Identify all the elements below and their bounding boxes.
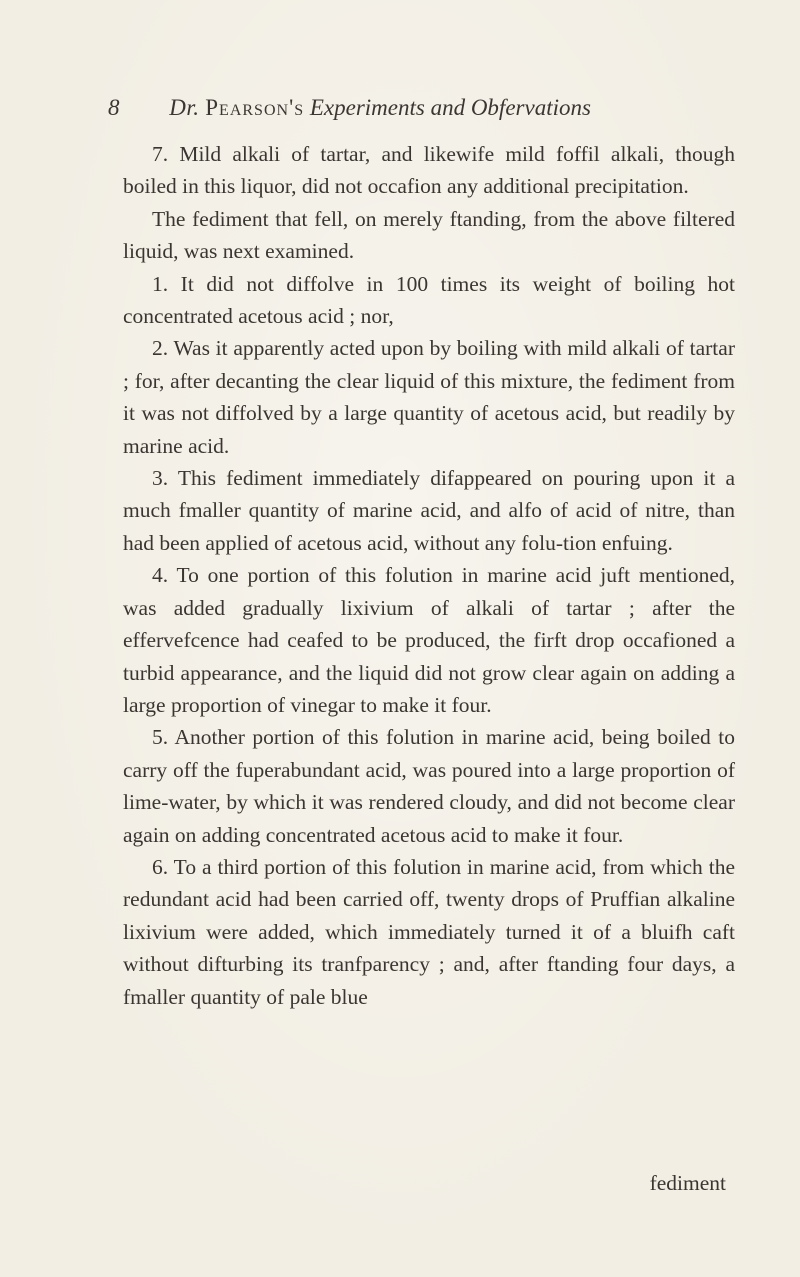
paragraph-7: 7. Mild alkali of tartar, and likewife mild foffil alkali, though boiled in this liquor, did not occafion any additional precipitation. [123,142,735,199]
paragraph-sediment-intro: The fediment that fell, on merely ftanding, from the above filtered liquid, was next examined. [123,206,735,264]
running-header [108,95,728,125]
page-number: 8 [108,95,120,120]
header-author-name: Pearson's [205,95,305,120]
catchword: fediment [649,1171,726,1195]
paragraph-4: 4. To one portion of this folution in marine acid juft mentioned, was added gradually lixivium of alkali of tartar ; after the effervefcence had ceafed to be produced, the firft drop occafioned a turbid appearance, and the liquid did not grow clear again on adding a large proportion of vinegar to make it four. [123,563,735,717]
paragraph-5: 5. Another portion of this folution in marine acid, being boiled to carry off the fuperabundant acid, was poured into a large proportion of lime-water, by which it was rendered cloudy, and did not become clear again on adding concentrated acetous acid to make it four. [123,725,735,847]
header-title: Experiments and Obfervations [309,95,591,120]
body-text [123,138,735,1013]
paragraph-6: 6. To a third portion of this folution in marine acid, from which the redundant acid had been carried off, twenty drops of Pruffian alkaline lixivium were added, which immediately turned it of a bluifh caft without difturbing its tranfparency ; and, after ftanding four days, a fmaller quantity of pale blue [123,854,735,1009]
paragraph-3: 3. This fediment immediately difappeared on pouring upon it a much fmaller quantity of marine acid, and alfo of acid of nitre, than had been applied of acetous acid, without any folu-tion enfuing. [123,466,735,555]
paragraph-1: 1. It did not diffolve in 100 times its weight of boiling hot concentrated acetous acid ; nor, [123,271,735,329]
paragraph-2: 2. Was it apparently acted upon by boiling with mild alkali of tartar ; for, after decanting the clear liquid of this mixture, the fediment from it was not diffolved by a large quantity of acetous acid, but readily by marine acid. [123,336,735,458]
header-author-prefix: Dr. [169,95,200,120]
